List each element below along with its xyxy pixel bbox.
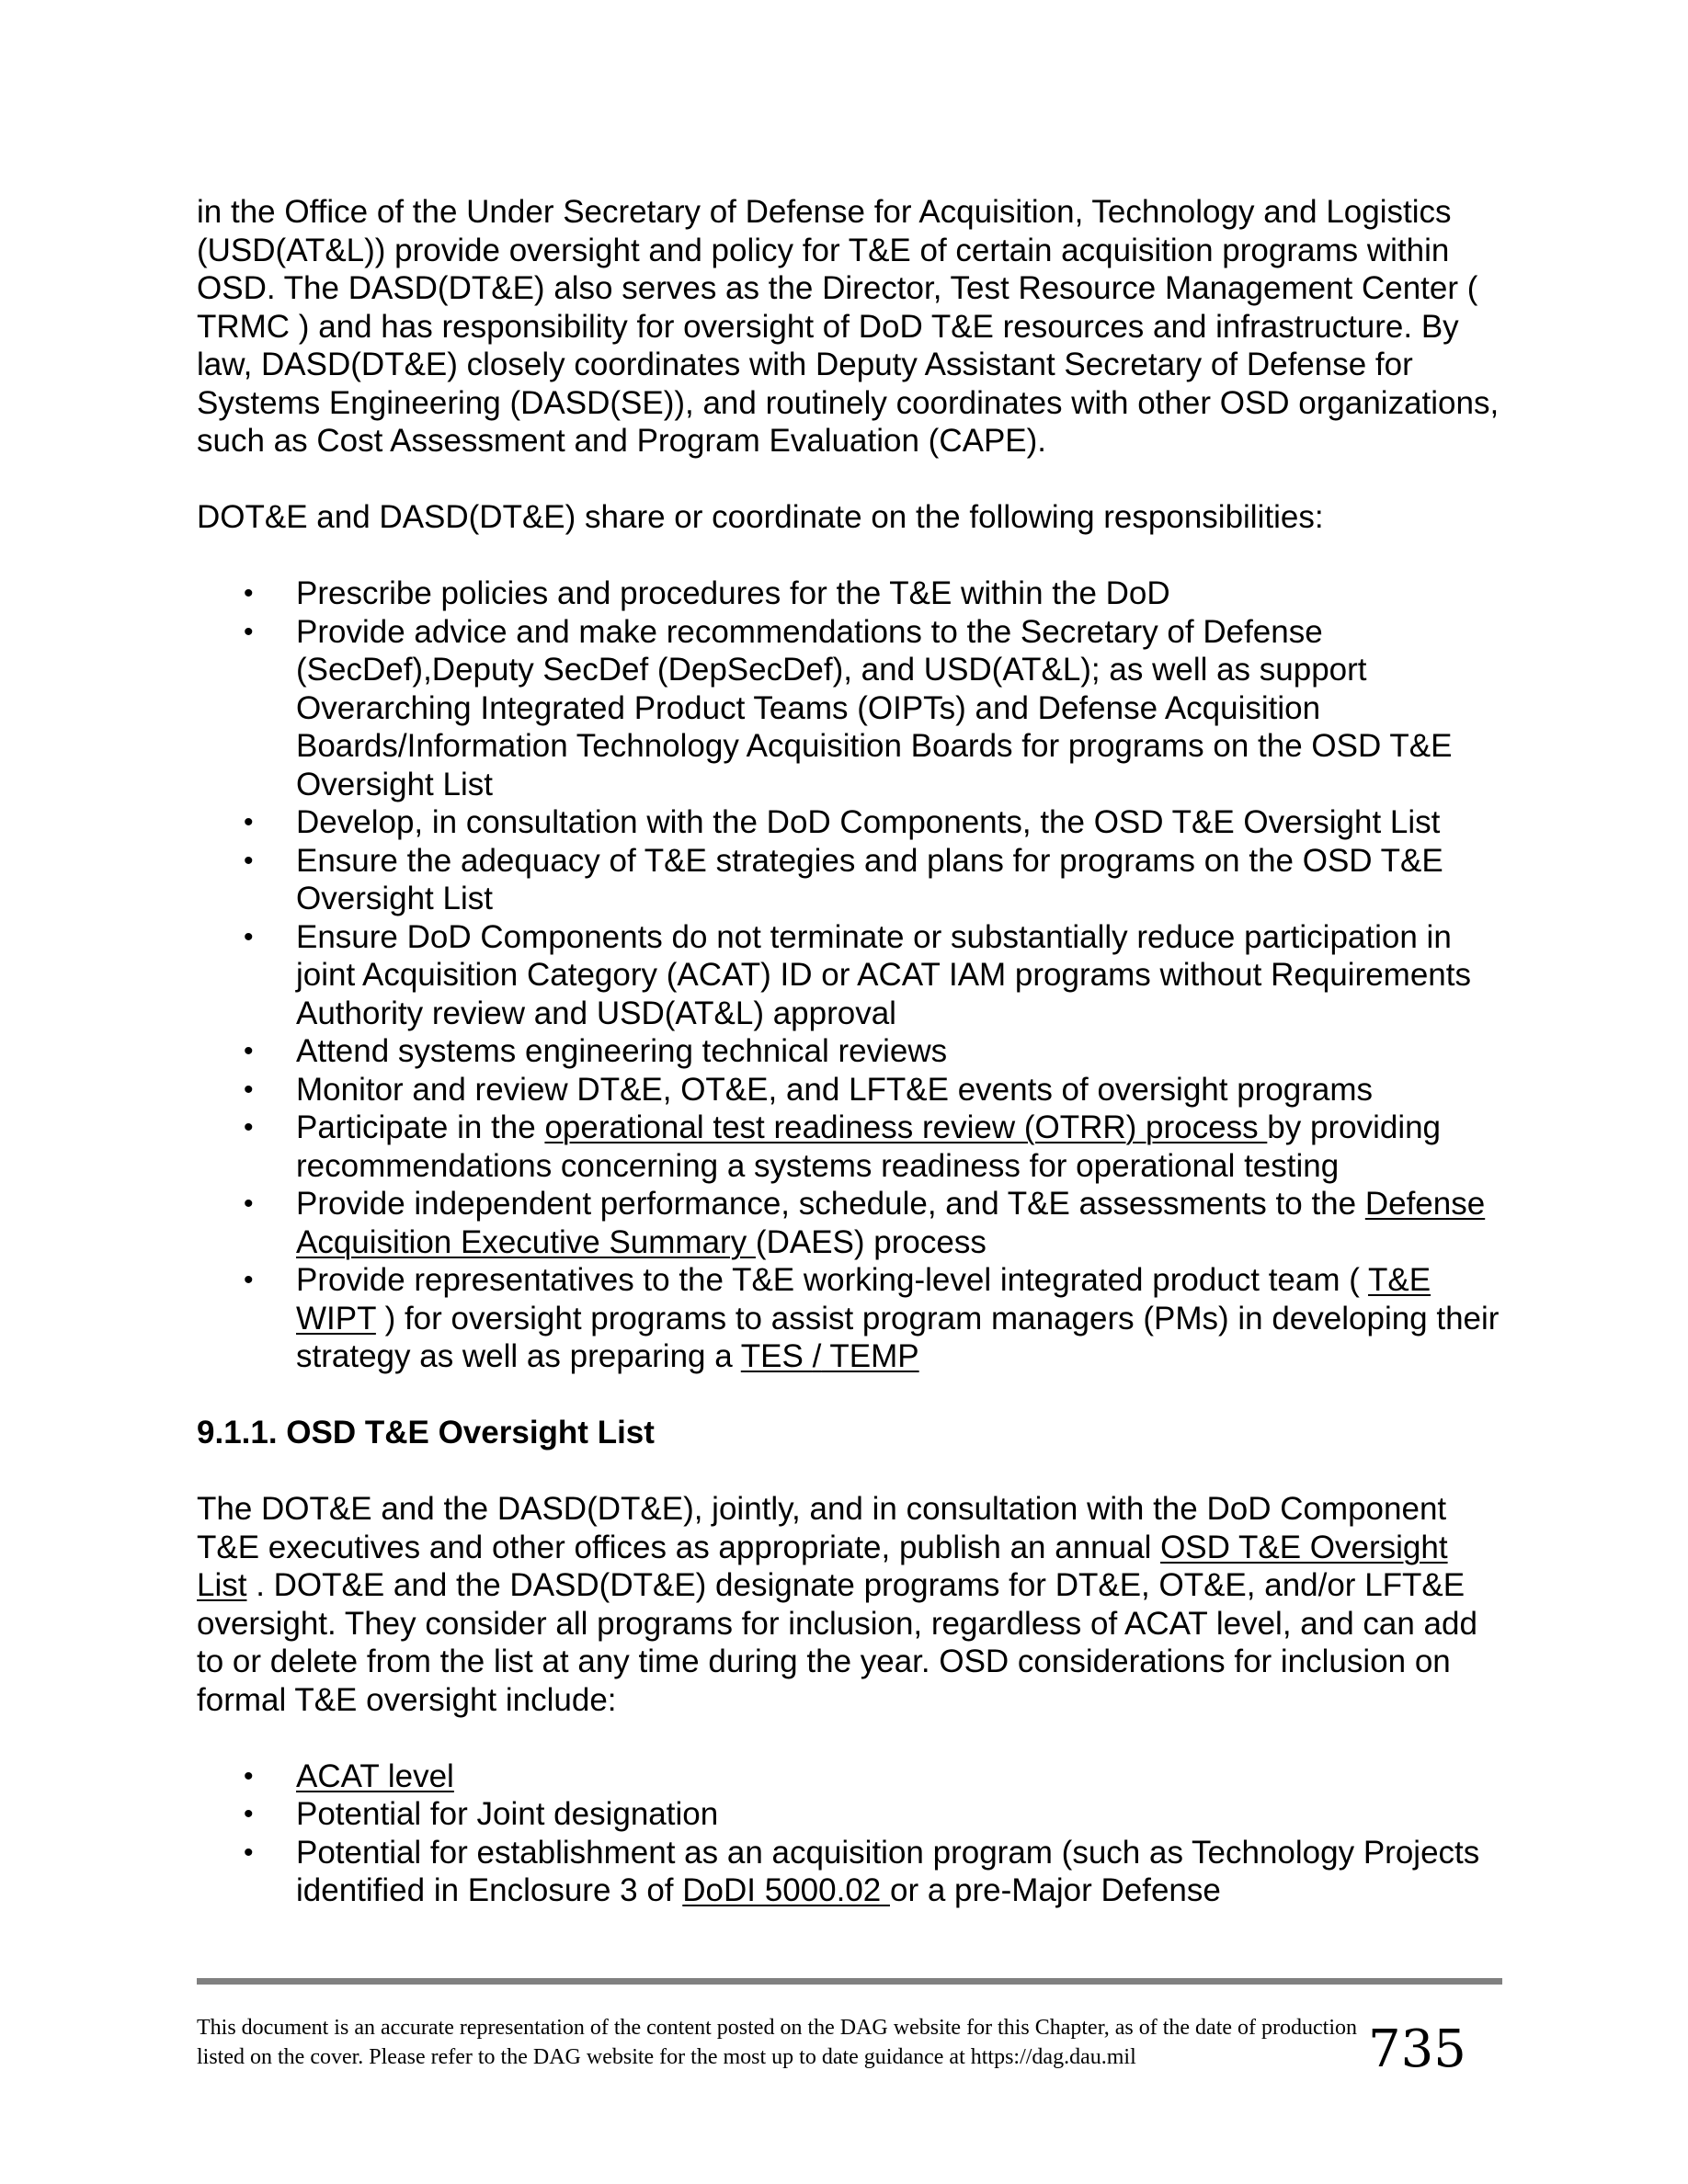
- list-item: • Monitor and review DT&E, OT&E, and LFT&E events of oversight programs: [244, 1071, 1374, 1108]
- list-item: • Attend systems engineering technical reviews: [244, 1033, 948, 1069]
- list-item: • Prescribe policies and procedures for the T&E within the DoD: [244, 575, 1170, 611]
- bullet-icon: •: [244, 1189, 254, 1219]
- list-item: • Provide independent performance, schedule, and T&E assessments to the Defense Acquisition Executive Summary (DAES) process: [244, 1186, 1486, 1260]
- te-wipt-link[interactable]: T&E WIPT: [296, 1262, 1431, 1337]
- bullet-icon: •: [244, 1112, 254, 1143]
- section-heading: 9.1.1. OSD T&E Oversight List: [197, 1415, 655, 1450]
- bullet-icon: •: [244, 1265, 254, 1295]
- bullet-icon: •: [244, 1074, 254, 1105]
- list-item: • Potential for establishment as an acquisition program (such as Technology Projects identified in Enclosure 3 of DoDI 5000.02 or a pre-Major Defense: [244, 1834, 1480, 1908]
- tes-link[interactable]: TES: [740, 1338, 813, 1374]
- bullet-icon: •: [244, 845, 254, 876]
- list-item: [197, 1757, 1502, 1796]
- list-item: • Potential for Joint designation: [244, 1796, 719, 1832]
- footer-divider: [197, 1978, 1502, 1985]
- list-item: • Develop, in consultation with the DoD Components, the OSD T&E Oversight List: [244, 804, 1441, 840]
- body-content: [197, 193, 1502, 1948]
- list-item: • Ensure the adequacy of T&E strategies and plans for programs on the OSD T&E Oversight List: [244, 842, 1443, 916]
- bullet-icon: •: [244, 1036, 254, 1066]
- list-item: • Participate in the operational test readiness review (OTRR) process by providing recommendations concerning a systems readiness for operational testing: [244, 1109, 1442, 1184]
- link-separator: /: [812, 1338, 822, 1374]
- considerations-list: [197, 1757, 1502, 1910]
- daes-link[interactable]: Defense Acquisition Executive Summary: [296, 1186, 1486, 1260]
- intro-paragraph: in the Office of the Under Secretary of Defense for Acquisition, Technology and Logistics (USD(AT&L)) provide oversight and policy for T&E of certain acquisition programs within OSD. The DASD(DT&E) also serves as the Director, Test Resource Management Center ( TRMC ) and has responsibility for oversight of DoD T&E resources and infrastructure. By law, DASD(DT&E) closely coordinates with Deputy Assistant Secretary of Defense for Systems Engineering (DASD(SE)), and routinely coordinates with other OSD organizations, such as Cost Assessment and Program Evaluation (CAPE).: [197, 194, 1500, 459]
- responsibilities-list: [197, 574, 1502, 1376]
- footer-disclaimer: This document is an accurate representation of the content posted on the DAG website for this Chapter, as of the date of production listed on the cover. Please refer to the DAG website for the most up to date guidance at https://dag.dau.mil: [197, 2016, 1357, 2069]
- bullet-icon: •: [244, 616, 254, 647]
- bullet-icon: •: [244, 921, 254, 952]
- osd-oversight-list-link[interactable]: OSD T&E Oversight List: [197, 1529, 1448, 1603]
- responsibilities-intro: DOT&E and DASD(DT&E) share or coordinate on the following responsibilities:: [197, 499, 1324, 535]
- bullet-icon: •: [244, 1837, 254, 1868]
- page-number: 735: [1368, 2019, 1466, 2079]
- otrr-process-link[interactable]: operational test readiness review (OTRR) process: [544, 1109, 1268, 1145]
- acat-level-link[interactable]: ACAT level: [296, 1757, 454, 1794]
- list-item: • Provide representatives to the T&E working-level integrated product team ( T&E WIPT ) for oversight programs to assist program managers (PMs) in developing their strategy as well as preparing a TES / TEMP: [244, 1262, 1500, 1374]
- bullet-icon: •: [244, 1799, 254, 1829]
- list-item: • Provide advice and make recommendations to the Secretary of Defense (SecDef),Deputy SecDef (DepSecDef), and USD(AT&L); as well as support Overarching Integrated Product Teams (OIPTs) and Defense Acquisition Boards/Information Technology Acquisition Boards for programs on the OSD T&E Oversight List: [244, 613, 1453, 802]
- bullet-icon: •: [244, 578, 254, 609]
- temp-link[interactable]: TEMP: [821, 1338, 919, 1374]
- oversight-paragraph: The DOT&E and the DASD(DT&E), jointly, and in consultation with the DoD Component T&E executives and other offices as appropriate, publish an annual OSD T&E Oversight List . DOT&E and the DASD(DT&E) designate programs for DT&E, OT&E, and/or LFT&E oversight. They consider all programs for inclusion, regardless of ACAT level, and can add to or delete from the list at any time during the year. OSD considerations for inclusion on formal T&E oversight include:: [197, 1491, 1477, 1718]
- dodi-5000-02-link[interactable]: DoDI 5000.02: [682, 1872, 890, 1908]
- list-item: • Ensure DoD Components do not terminate or substantially reduce participation in joint Acquisition Category (ACAT) ID or ACAT IAM programs without Requirements Authority review and USD(AT&L) approval: [244, 918, 1471, 1031]
- bullet-icon: •: [244, 1760, 254, 1792]
- bullet-icon: •: [244, 807, 254, 837]
